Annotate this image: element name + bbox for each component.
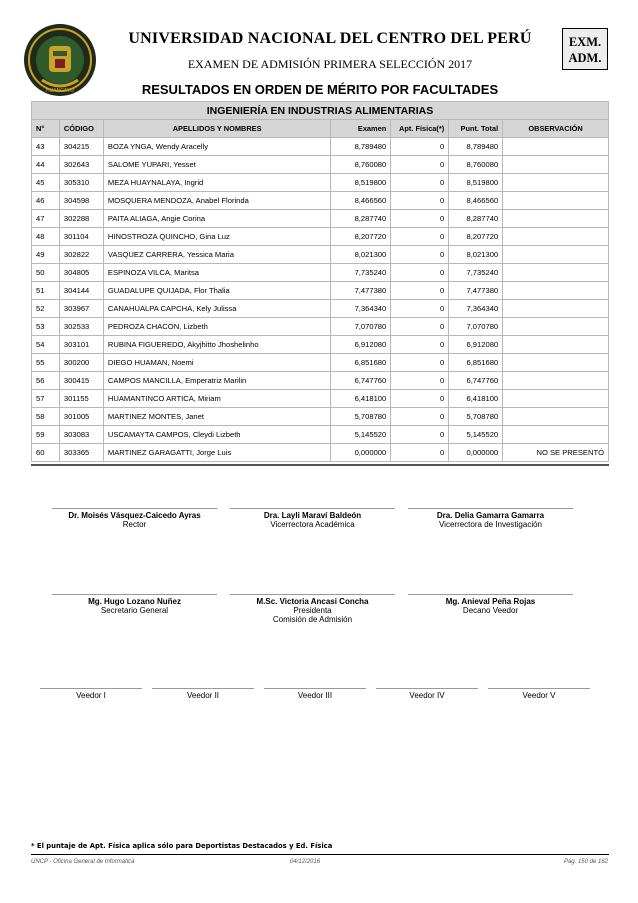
col-observation-cell	[503, 372, 609, 390]
col-name-cell: HUAMANTINCO ARTICA, Miriam	[103, 390, 331, 408]
university-title: UNIVERSIDAD NACIONAL DEL CENTRO DEL PERÚ	[128, 30, 532, 47]
signature-line	[40, 688, 142, 689]
col-name-cell: ESPINOZA VILCA, Maritsa	[103, 264, 331, 282]
footer-date: 04/12/2016	[290, 859, 321, 865]
table-row	[32, 300, 609, 318]
col-number-cell: 57	[32, 390, 60, 408]
col-exam-cell: 6,418100	[331, 390, 391, 408]
col-total-cell: 8,789480	[449, 138, 503, 156]
footer-office: UNCP - Oficina General de Informática	[31, 859, 135, 865]
col-observation-cell	[503, 408, 609, 426]
col-name-cell: BOZA YNGA, Wendy Aracelly	[103, 138, 331, 156]
veedor-5	[488, 688, 590, 700]
col-name-cell: USCAMAYTA CAMPOS, Cleydi Lizbeth	[103, 426, 331, 444]
col-observation-cell	[503, 228, 609, 246]
col-exam-cell: 8,760080	[331, 156, 391, 174]
col-name-cell: CAMPOS MANCILLA, Emperatriz Marilin	[103, 372, 331, 390]
col-name-cell: RUBINA FIGUEREDO, Akyjhitto Jhoshelinho	[103, 336, 331, 354]
col-exam-cell: 8,207720	[331, 228, 391, 246]
signatory-role: Vicerrectora Académica	[270, 520, 355, 529]
col-observation-cell	[503, 300, 609, 318]
signature-line	[264, 688, 366, 689]
table-row	[32, 408, 609, 426]
col-name-cell: GUADALUPE QUIJADA, Flor Thalia	[103, 282, 331, 300]
table-row	[32, 444, 609, 462]
col-number-cell: 49	[32, 246, 60, 264]
col-physical-cell: 0	[391, 174, 449, 192]
col-observation-cell	[503, 390, 609, 408]
col-physical-cell: 0	[391, 228, 449, 246]
signature-line	[408, 508, 573, 509]
col-total-cell: 8,021300	[449, 246, 503, 264]
badge-line-1: EXM.	[568, 35, 602, 49]
footer-rule	[31, 854, 609, 855]
col-physical-cell: 0	[391, 354, 449, 372]
col-code-cell: 303365	[59, 444, 103, 462]
col-number-cell: 53	[32, 318, 60, 336]
col-name-cell: SALOME YUPARI, Yesset	[103, 156, 331, 174]
veedor-2	[152, 688, 254, 700]
col-number-cell: 44	[32, 156, 60, 174]
col-code-cell: 301104	[59, 228, 103, 246]
col-number-cell: 50	[32, 264, 60, 282]
col-code-cell: 303083	[59, 426, 103, 444]
veedor-label: Veedor III	[297, 691, 333, 700]
table-row	[32, 210, 609, 228]
col-physical-cell: 0	[391, 318, 449, 336]
col-total-cell: 0,000000	[449, 444, 503, 462]
col-code-cell: 304805	[59, 264, 103, 282]
veedor-4	[376, 688, 478, 700]
col-name-cell: CANAHUALPA CAPCHA, Kely Julissa	[103, 300, 331, 318]
col-total-cell: 8,466560	[449, 192, 503, 210]
veedor-3	[264, 688, 366, 700]
signature-line	[152, 688, 254, 689]
signatory-name: M.Sc. Victoria Ancasi Concha	[256, 597, 369, 606]
signature-vicerrectora-academica	[230, 508, 395, 529]
col-name-cell: MEZA HUAYNALAYA, Ingrid	[103, 174, 331, 192]
signature-line	[230, 594, 395, 595]
faculty-name: INGENIERÍA EN INDUSTRIAS ALIMENTARIAS	[32, 102, 609, 120]
signatory-name: Dra. Layli Maraví Baldeón	[263, 511, 362, 520]
col-physical-cell: 0	[391, 192, 449, 210]
col-exam-cell: 5,145520	[331, 426, 391, 444]
col-name-cell: HINOSTROZA QUINCHO, Gina Luz	[103, 228, 331, 246]
table-row	[32, 264, 609, 282]
col-observation-cell: NO SE PRESENTÓ	[503, 444, 609, 462]
col-exam-cell: 8,466560	[331, 192, 391, 210]
col-total-cell: 8,207720	[449, 228, 503, 246]
col-exam-cell: 7,364340	[331, 300, 391, 318]
signature-presidenta-comision	[230, 594, 395, 624]
signature-secretario-general	[52, 594, 217, 615]
col-observation-cell	[503, 246, 609, 264]
col-physical-cell: 0	[391, 264, 449, 282]
col-exam-cell: 6,912080	[331, 336, 391, 354]
col-exam-cell: 8,287740	[331, 210, 391, 228]
col-name-cell: MARTINEZ GARAGATTI, Jorge Luis	[103, 444, 331, 462]
col-code-cell: 300200	[59, 354, 103, 372]
results-heading: RESULTADOS EN ORDEN DE MÉRITO POR FACULTADES	[141, 82, 499, 97]
col-code-cell: 302533	[59, 318, 103, 336]
signature-line	[408, 594, 573, 595]
col-observation-cell	[503, 156, 609, 174]
col-physical-cell: 0	[391, 300, 449, 318]
signature-line	[52, 508, 217, 509]
table-row	[32, 354, 609, 372]
col-number-cell: 52	[32, 300, 60, 318]
col-physical-cell: 0	[391, 336, 449, 354]
table-row	[32, 390, 609, 408]
signatory-name: Mg. Anieval Peña Rojas	[445, 597, 536, 606]
col-physical-cell: 0	[391, 156, 449, 174]
col-exam-cell: 8,789480	[331, 138, 391, 156]
footnote: * El puntaje de Apt. Física aplica sólo para Deportistas Destacados y Ed. Física	[31, 842, 333, 850]
table-row	[32, 246, 609, 264]
table-row	[32, 372, 609, 390]
signature-vicerrectora-investigacion	[408, 508, 573, 529]
signatory-name: Dra. Delia Gamarra Gamarra	[436, 511, 545, 520]
signatory-name: Dr. Moisés Vásquez-Caicedo Ayras	[68, 511, 201, 520]
col-observation-cell	[503, 282, 609, 300]
col-code-cell: 301005	[59, 408, 103, 426]
exam-badge	[562, 28, 608, 70]
col-exam-cell: 8,519800	[331, 174, 391, 192]
table-row	[32, 228, 609, 246]
col-physical-cell: 0	[391, 282, 449, 300]
col-observation-cell	[503, 426, 609, 444]
table-row	[32, 426, 609, 444]
column-header-number: N°	[32, 120, 60, 138]
col-number-cell: 59	[32, 426, 60, 444]
col-code-cell: 305310	[59, 174, 103, 192]
col-observation-cell	[503, 210, 609, 228]
column-header-code: CÓDIGO	[59, 120, 103, 138]
table-row	[32, 282, 609, 300]
signature-line	[230, 508, 395, 509]
veedor-label: Veedor V	[522, 691, 556, 700]
veedor-label: Veedor IV	[409, 691, 445, 700]
col-total-cell: 8,760080	[449, 156, 503, 174]
column-header-physical: Apt. Física(*)	[391, 120, 449, 138]
signature-decano-veedor	[408, 594, 573, 615]
col-physical-cell: 0	[391, 408, 449, 426]
col-observation-cell	[503, 138, 609, 156]
column-header-total: Punt. Total	[449, 120, 503, 138]
table-row	[32, 192, 609, 210]
signatory-role: Decano Veedor	[462, 606, 519, 615]
signature-line	[488, 688, 590, 689]
col-number-cell: 46	[32, 192, 60, 210]
col-total-cell: 7,070780	[449, 318, 503, 336]
col-physical-cell: 0	[391, 372, 449, 390]
col-total-cell: 6,747760	[449, 372, 503, 390]
col-code-cell: 304144	[59, 282, 103, 300]
col-name-cell: DIEGO HUAMAN, Noemi	[103, 354, 331, 372]
col-code-cell: 302822	[59, 246, 103, 264]
col-observation-cell	[503, 318, 609, 336]
col-code-cell: 302643	[59, 156, 103, 174]
col-exam-cell: 7,735240	[331, 264, 391, 282]
col-name-cell: MARTINEZ MONTES, Janet	[103, 408, 331, 426]
col-physical-cell: 0	[391, 390, 449, 408]
exam-subtitle: EXAMEN DE ADMISIÓN PRIMERA SELECCIÓN 2017	[187, 57, 473, 71]
col-physical-cell: 0	[391, 138, 449, 156]
col-name-cell: PAITA ALIAGA, Angie Corina	[103, 210, 331, 228]
col-number-cell: 45	[32, 174, 60, 192]
col-physical-cell: 0	[391, 246, 449, 264]
col-name-cell: VASQUEZ CARRERA, Yessica Maria	[103, 246, 331, 264]
column-header-exam: Examen	[331, 120, 391, 138]
signatory-name: Mg. Hugo Lozano Nuñez	[88, 597, 181, 606]
col-name-cell: PEDROZA CHACON, Lizbeth	[103, 318, 331, 336]
col-number-cell: 55	[32, 354, 60, 372]
table-row	[32, 156, 609, 174]
col-number-cell: 56	[32, 372, 60, 390]
col-code-cell: 303967	[59, 300, 103, 318]
column-header-name: APELLIDOS Y NOMBRES	[103, 120, 331, 138]
signatory-role: Vicerrectora de Investigación	[438, 520, 543, 529]
col-exam-cell: 7,070780	[331, 318, 391, 336]
col-total-cell: 6,851680	[449, 354, 503, 372]
col-code-cell: 302288	[59, 210, 103, 228]
col-exam-cell: 8,021300	[331, 246, 391, 264]
table-row	[32, 336, 609, 354]
table-row	[32, 318, 609, 336]
veedor-label: Veedor I	[76, 691, 106, 700]
col-physical-cell: 0	[391, 426, 449, 444]
col-number-cell: 60	[32, 444, 60, 462]
results-table	[31, 101, 609, 462]
col-code-cell: 301155	[59, 390, 103, 408]
column-header-observation: OBSERVACIÓN	[503, 120, 609, 138]
col-total-cell: 7,477380	[449, 282, 503, 300]
table-row	[32, 174, 609, 192]
col-total-cell: 8,287740	[449, 210, 503, 228]
col-number-cell: 47	[32, 210, 60, 228]
col-total-cell: 7,735240	[449, 264, 503, 282]
col-code-cell: 304215	[59, 138, 103, 156]
col-code-cell: 303101	[59, 336, 103, 354]
signatory-role: Rector	[122, 520, 147, 529]
col-total-cell: 5,145520	[449, 426, 503, 444]
col-number-cell: 58	[32, 408, 60, 426]
veedor-1	[40, 688, 142, 700]
col-exam-cell: 6,747760	[331, 372, 391, 390]
col-physical-cell: 0	[391, 210, 449, 228]
col-observation-cell	[503, 336, 609, 354]
col-observation-cell	[503, 174, 609, 192]
col-exam-cell: 7,477380	[331, 282, 391, 300]
col-total-cell: 6,418100	[449, 390, 503, 408]
col-total-cell: 7,364340	[449, 300, 503, 318]
signatory-role: Presidenta	[293, 606, 332, 615]
signature-line	[376, 688, 478, 689]
veedor-label: Veedor II	[186, 691, 220, 700]
col-observation-cell	[503, 354, 609, 372]
svg-text:HUANCAYO: HUANCAYO	[46, 88, 74, 94]
table-row	[32, 138, 609, 156]
col-number-cell: 48	[32, 228, 60, 246]
footer-page-number: Pág. 150 de 162	[563, 859, 608, 865]
results-body	[32, 138, 609, 462]
column-header-row	[32, 120, 609, 138]
col-exam-cell: 6,851680	[331, 354, 391, 372]
table-bottom-rule	[31, 464, 609, 466]
signature-line	[52, 594, 217, 595]
col-total-cell: 5,708780	[449, 408, 503, 426]
signature-rector	[52, 508, 217, 529]
signatory-role-2: Comisión de Admisión	[272, 615, 353, 624]
col-physical-cell: 0	[391, 444, 449, 462]
col-observation-cell	[503, 264, 609, 282]
col-code-cell: 300415	[59, 372, 103, 390]
col-number-cell: 51	[32, 282, 60, 300]
col-code-cell: 304598	[59, 192, 103, 210]
col-total-cell: 8,519800	[449, 174, 503, 192]
col-exam-cell: 0,000000	[331, 444, 391, 462]
col-name-cell: MOSQUERA MENDOZA, Anabel Florinda	[103, 192, 331, 210]
col-number-cell: 43	[32, 138, 60, 156]
col-total-cell: 6,912080	[449, 336, 503, 354]
col-number-cell: 54	[32, 336, 60, 354]
signatory-role: Secretario General	[100, 606, 169, 615]
badge-line-2: ADM.	[568, 51, 602, 65]
col-exam-cell: 5,708780	[331, 408, 391, 426]
col-observation-cell	[503, 192, 609, 210]
